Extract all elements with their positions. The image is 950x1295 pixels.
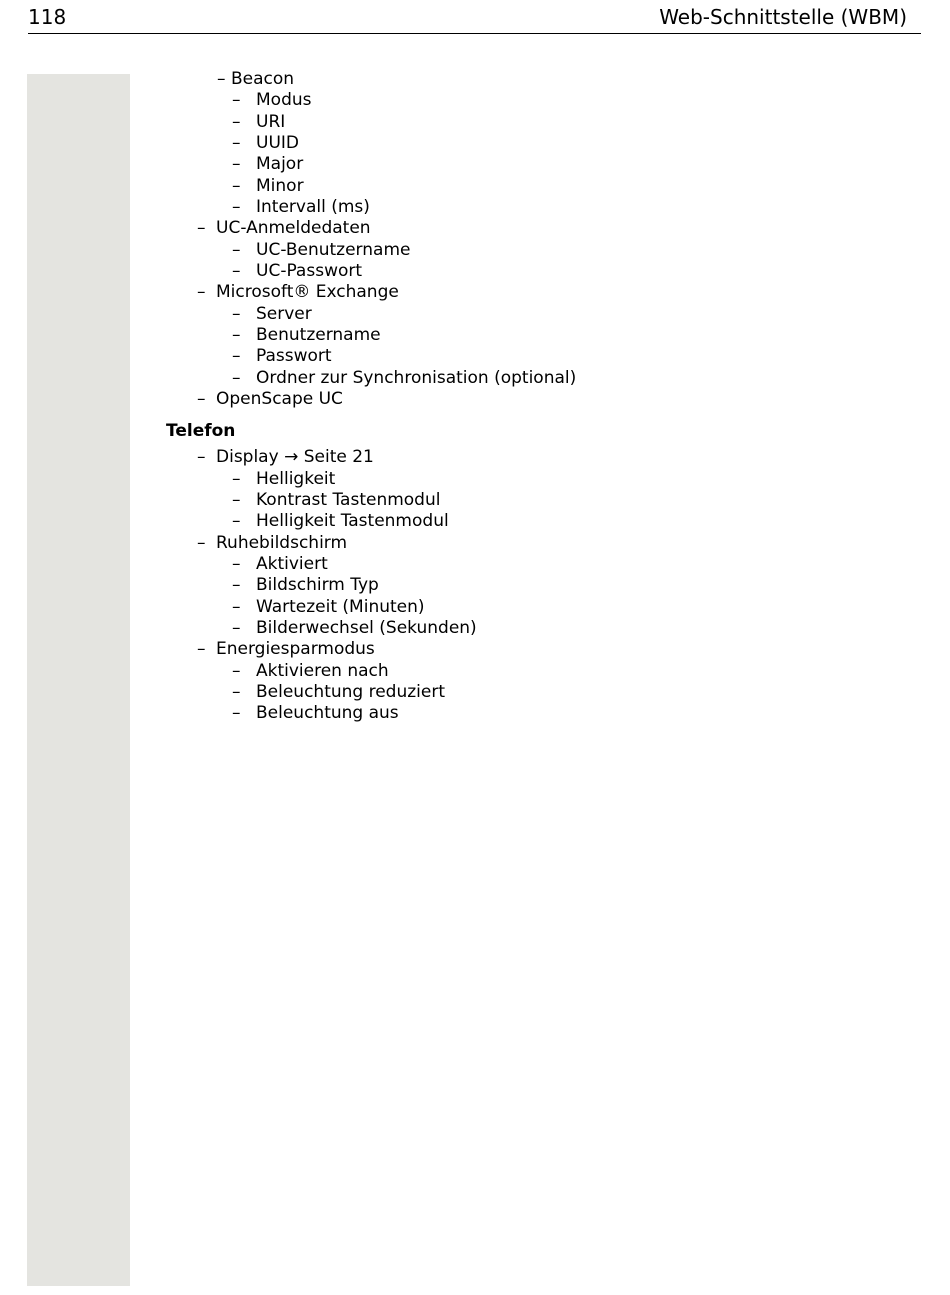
sub-list-item	[0, 703, 950, 724]
sub-list-item	[0, 197, 950, 218]
list-item-beacon	[0, 69, 950, 90]
dash-bullet: –	[197, 639, 206, 660]
sub-list-item	[0, 346, 950, 367]
sub-list-item-label: Bilderwechsel (Sekunden)	[256, 617, 477, 638]
sub-list-item-label: UUID	[256, 132, 299, 153]
dash-bullet: –	[232, 111, 241, 132]
sub-list-item	[0, 469, 950, 490]
dash-bullet: –	[232, 703, 241, 724]
dash-bullet: –	[232, 260, 241, 281]
dash-bullet: –	[197, 388, 206, 409]
list-item-screensaver	[0, 533, 950, 554]
list-item-display	[0, 447, 950, 468]
dash-bullet: –	[232, 511, 241, 532]
sub-list-item	[0, 682, 950, 703]
document-body	[0, 69, 950, 725]
dash-bullet: –	[232, 175, 241, 196]
sub-list-item-label: Server	[256, 303, 312, 324]
sub-list-item-label: Major	[256, 154, 304, 175]
dash-bullet: –	[232, 575, 241, 596]
dash-bullet: –	[232, 553, 241, 574]
dash-bullet: –	[217, 69, 226, 89]
dash-bullet: –	[232, 154, 241, 175]
dash-bullet: –	[232, 367, 241, 388]
list-item-power-saving	[0, 639, 950, 660]
page-number: 118	[28, 5, 67, 29]
sub-list-item-label: Wartezeit (Minuten)	[256, 596, 425, 617]
dash-bullet: –	[232, 489, 241, 510]
sub-list-item-label: UC-Benutzername	[256, 239, 411, 260]
sub-list-item	[0, 554, 950, 575]
sub-list-item-label: Helligkeit	[256, 468, 336, 489]
sub-list-item	[0, 154, 950, 175]
sub-list-item-label: Kontrast Tastenmodul	[256, 489, 441, 510]
dash-bullet: –	[197, 447, 206, 468]
sub-list-item-label: Modus	[256, 90, 312, 111]
sub-list-item-label: UC-Passwort	[256, 260, 363, 281]
dash-bullet: –	[232, 346, 241, 367]
sub-list-item-label: Aktiviert	[256, 553, 328, 574]
section-heading-telefon	[0, 421, 950, 442]
sub-list-item	[0, 618, 950, 639]
dash-bullet: –	[197, 532, 206, 553]
sub-list-item	[0, 133, 950, 154]
sub-list-item-label: Ordner zur Synchronisation (optional)	[256, 367, 577, 388]
sub-list-item-label: Helligkeit Tastenmodul	[256, 511, 449, 532]
dash-bullet: –	[232, 132, 241, 153]
sub-list-item	[0, 490, 950, 511]
dash-bullet: –	[232, 303, 241, 324]
dash-bullet: –	[232, 596, 241, 617]
sub-list-item-label: Bildschirm Typ	[256, 575, 379, 596]
sub-list-item	[0, 511, 950, 532]
sub-list-item-label: Passwort	[256, 346, 332, 367]
dash-bullet: –	[232, 617, 241, 638]
running-title: Web-Schnittstelle (WBM)	[659, 5, 907, 29]
sub-list-item	[0, 176, 950, 197]
sub-list-item-label: Benutzername	[256, 324, 381, 345]
sub-list-item	[0, 304, 950, 325]
sub-list-item-label: URI	[256, 111, 286, 132]
sub-list-item	[0, 325, 950, 346]
page-header	[28, 0, 921, 34]
sub-list-item-label: Minor	[256, 175, 304, 196]
sub-list-item	[0, 575, 950, 596]
list-item-label: Ruhebildschirm	[216, 532, 348, 553]
sub-list-item	[0, 368, 950, 389]
dash-bullet: –	[232, 324, 241, 345]
list-item-label: Microsoft® Exchange	[216, 282, 399, 303]
sub-list-item	[0, 597, 950, 618]
dash-bullet: –	[232, 660, 241, 681]
dash-bullet: –	[232, 239, 241, 260]
dash-bullet: –	[232, 196, 241, 217]
list-item-exchange	[0, 282, 950, 303]
list-item-label: Beacon	[231, 69, 295, 89]
dash-bullet: –	[232, 90, 241, 111]
list-item-openscape	[0, 389, 950, 410]
list-item-label: Energiesparmodus	[216, 639, 375, 660]
dash-bullet: –	[232, 681, 241, 702]
sub-list-item-label: Intervall (ms)	[256, 196, 370, 217]
sub-list-item-label: Beleuchtung aus	[256, 703, 399, 724]
sub-list-item	[0, 90, 950, 111]
sub-list-item	[0, 112, 950, 133]
sub-list-item	[0, 240, 950, 261]
sub-list-item-label: Aktivieren nach	[256, 660, 389, 681]
list-item-label: Display → Seite 21	[216, 447, 374, 468]
list-item-label: OpenScape UC	[216, 388, 343, 409]
section-heading-label: Telefon	[166, 421, 236, 442]
list-item-uc-login	[0, 218, 950, 239]
dash-bullet: –	[197, 218, 206, 239]
sub-list-item-label: Beleuchtung reduziert	[256, 681, 446, 702]
dash-bullet: –	[232, 468, 241, 489]
sub-list-item	[0, 261, 950, 282]
list-item-label: UC-Anmeldedaten	[216, 218, 371, 239]
dash-bullet: –	[197, 282, 206, 303]
sub-list-item	[0, 661, 950, 682]
